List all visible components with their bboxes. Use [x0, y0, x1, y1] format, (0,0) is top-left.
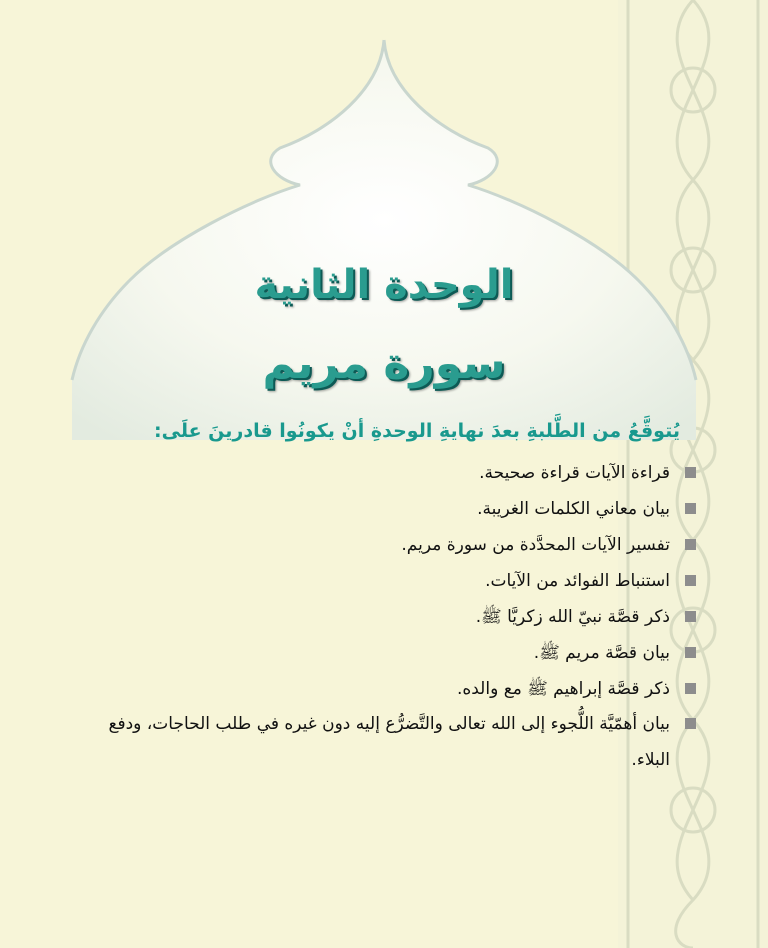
learning-outcomes-intro: يُتوقَّعُ من الطَّلبةِ بعدَ نهايةِ الوحدةِ أنْ يكونُوا قادرينَ علَى:	[154, 420, 680, 442]
objective-item: قراءة الآيات قراءة صحيحة.	[66, 460, 696, 486]
objective-item: بيان أهمّيَّة اللُّجوء إلى الله تعالى والتَّضرُّع إليه دون غيره في طلب الحاجات، ودفع البلاء.	[66, 706, 696, 778]
square-bullet-icon	[685, 467, 696, 478]
objective-item: بيان قصَّة مريم ﷺ.	[66, 640, 696, 666]
objectives-list	[66, 460, 696, 788]
square-bullet-icon	[685, 611, 696, 622]
objective-item: ذكر قصَّة نبيّ الله زكريَّا ﷺ.	[66, 604, 696, 630]
surah-title: سورة مريم	[262, 338, 506, 389]
objective-item: استنباط الفوائد من الآيات.	[66, 568, 696, 594]
objective-item: ذكر قصَّة إبراهيم ﷺ مع والده.	[66, 676, 696, 702]
square-bullet-icon	[685, 718, 696, 729]
objective-item: تفسير الآيات المحدَّدة من سورة مريم.	[66, 532, 696, 558]
objective-item: بيان معاني الكلمات الغريبة.	[66, 496, 696, 522]
square-bullet-icon	[685, 575, 696, 586]
square-bullet-icon	[685, 683, 696, 694]
square-bullet-icon	[685, 647, 696, 658]
unit-title: الوحدة الثانية	[254, 262, 514, 308]
square-bullet-icon	[685, 503, 696, 514]
square-bullet-icon	[685, 539, 696, 550]
